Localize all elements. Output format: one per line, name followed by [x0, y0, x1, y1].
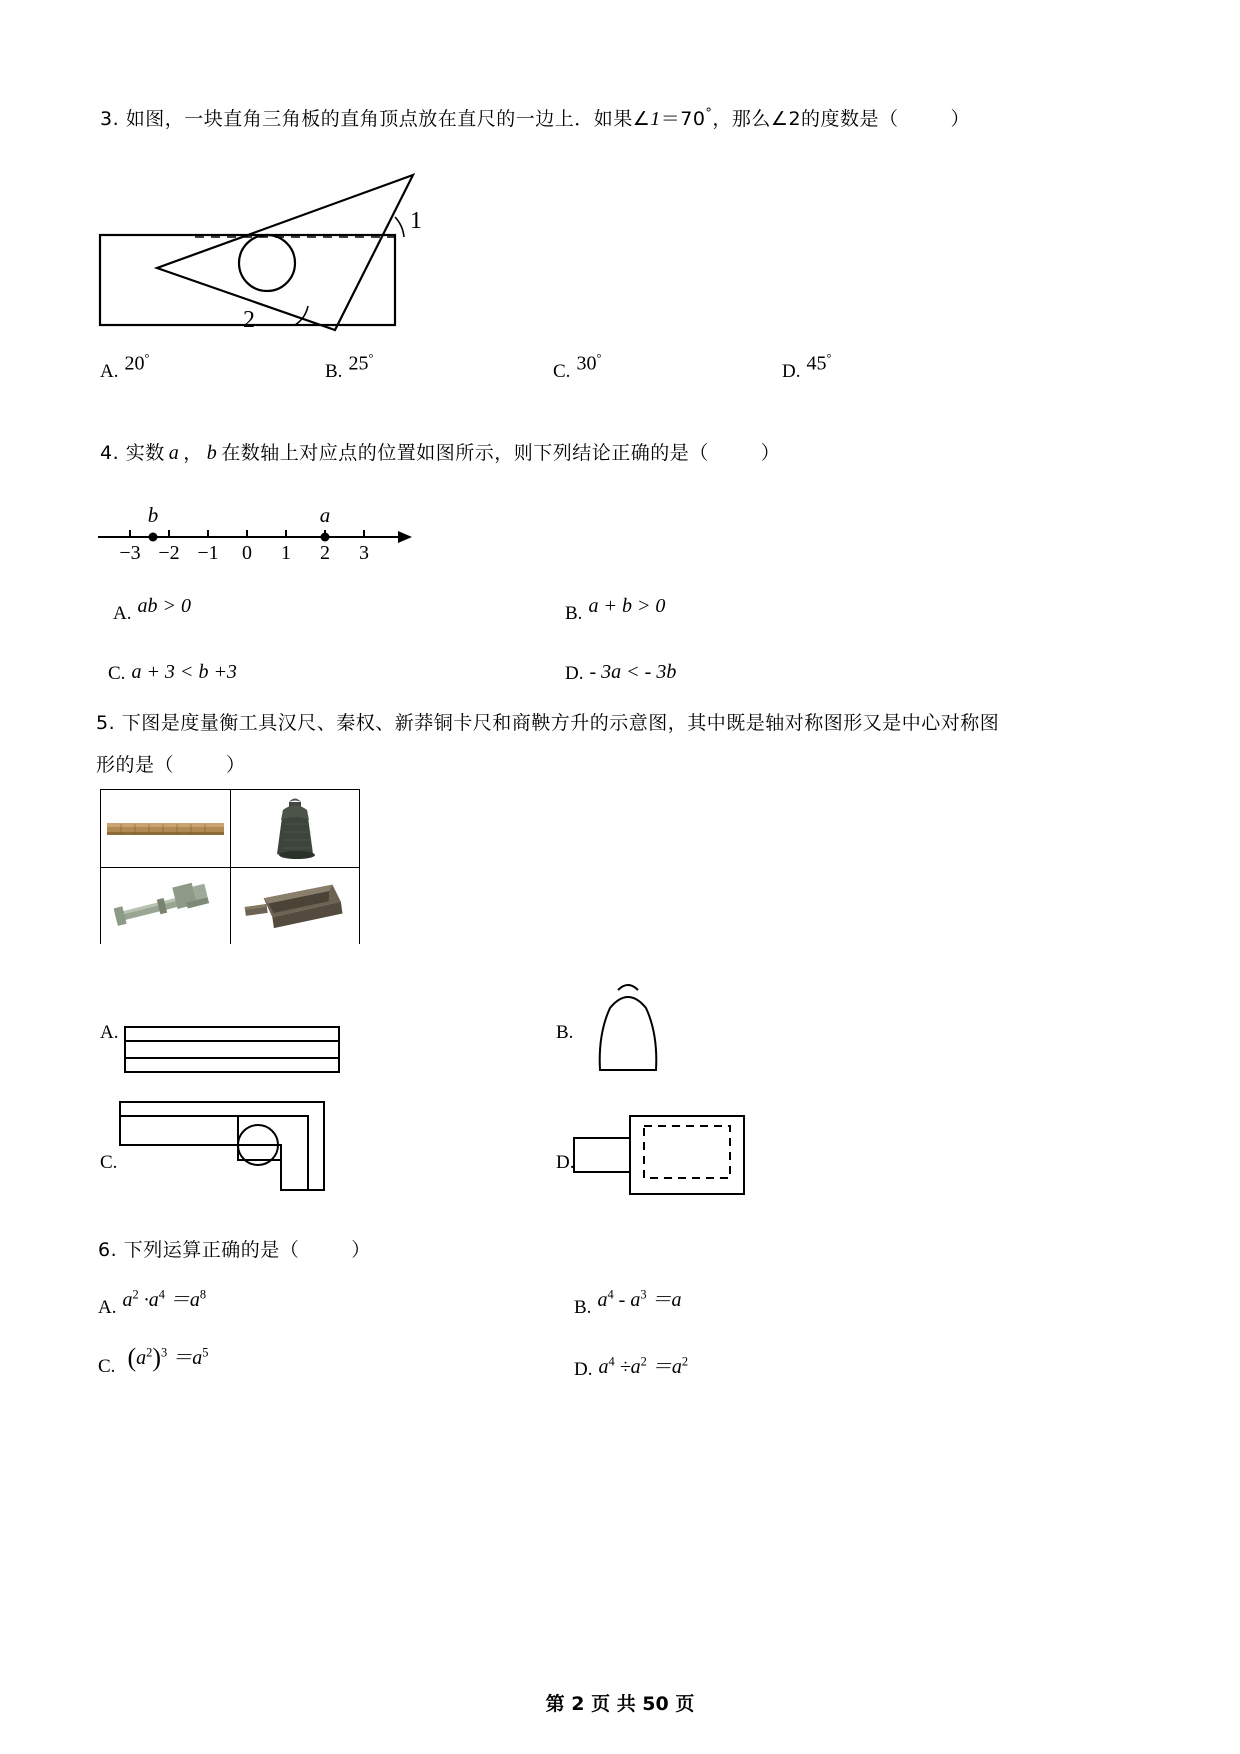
han-ruler-photo: [101, 790, 230, 867]
tick-label-3: 3: [359, 542, 369, 564]
bronze-caliper-photo: [101, 868, 230, 944]
option-b-label: B.: [325, 360, 343, 382]
question-6-option-a[interactable]: [98, 1287, 207, 1319]
option-b-value: 25: [348, 352, 369, 375]
question-3-text-a: 如图，一块直角三角板的直角顶点放在直尺的一边上．如果∠: [125, 108, 651, 130]
option-c-value: a + 3 < b +3: [131, 661, 237, 683]
option-c-value: $(a^2)^3 =a^5$: [127, 1343, 209, 1372]
option-d-value: $a^4 \div a^2 =a^2$: [598, 1354, 689, 1378]
option-b-shape-weight: [568, 972, 688, 1087]
option-a-degree: °: [144, 351, 150, 365]
qin-weight-photo: [231, 790, 359, 867]
point-b-label: b: [147, 503, 159, 527]
question-3-option-a[interactable]: [100, 351, 150, 383]
tick-label--1: −1: [197, 542, 219, 564]
question-6-text-b: ）: [351, 1239, 371, 1261]
option-d-label: D.: [556, 1152, 575, 1173]
question-5-photo-grid: [100, 789, 360, 944]
question-3-text-c: ＝70: [660, 108, 706, 130]
option-a-value: $a^2 \cdot a^4 =a^8$: [122, 1287, 207, 1311]
question-5-stem-line2: [96, 750, 246, 777]
question-6-option-b[interactable]: [574, 1287, 682, 1319]
tick-label-2: 2: [320, 542, 330, 564]
option-d-shape-measure: [572, 1108, 762, 1208]
shangyang-measure-photo: [231, 868, 359, 944]
question-5-number: 5.: [96, 712, 116, 734]
question-3-option-b[interactable]: [325, 351, 374, 383]
question-5-text-line1: 下图是度量衡工具汉尺、秦权、新莽铜卡尺和商鞅方升的示意图，其中既是轴对称图形又是中心对称图: [121, 712, 1000, 734]
question-4-text-a: 实数: [125, 442, 165, 464]
question-4-text-f: ）: [760, 442, 781, 464]
option-c-label: C.: [553, 360, 571, 382]
question-6-number: 6.: [98, 1239, 118, 1261]
option-a-label: A.: [100, 1022, 119, 1043]
option-c-label: C.: [98, 1356, 116, 1377]
question-4-stem: [100, 438, 780, 465]
page-footer: 第 2 页 共 50 页: [545, 1693, 695, 1715]
option-a-label: A.: [113, 603, 132, 624]
question-6-option-d[interactable]: [574, 1352, 688, 1381]
option-d-value: - 3a < - 3b: [589, 661, 677, 683]
variable-b: b: [206, 442, 218, 464]
option-c-value: 30: [576, 352, 597, 375]
point-a-marker: [321, 533, 330, 542]
degree-symbol: °: [705, 106, 713, 122]
question-5-option-c[interactable]: [100, 1152, 117, 1174]
question-4-text-b: 在数轴上对应点的位置如图所示，则下列结论正确的是（: [221, 442, 709, 464]
question-3-stem: [100, 104, 970, 131]
question-3-text-f: ）: [950, 108, 971, 130]
question-3-option-c[interactable]: [553, 351, 602, 383]
option-a-label: A.: [98, 1297, 117, 1318]
tick-label--2: −2: [158, 542, 180, 564]
question-5-text-line2b: ）: [226, 754, 246, 776]
option-c-label: C.: [100, 1152, 118, 1173]
question-5-stem-line1: [96, 708, 999, 735]
question-4-option-b[interactable]: [565, 595, 666, 625]
tick-label-0: 0: [242, 542, 252, 564]
option-d-value: 45: [806, 352, 827, 375]
question-3-text-e: ，那么∠2的度数是（: [712, 108, 899, 130]
option-a-shape-ruler: [124, 1019, 344, 1081]
option-b-label: B.: [574, 1297, 592, 1318]
option-c-shape-caliper: [118, 1098, 343, 1203]
option-c-label: C.: [108, 663, 126, 684]
question-6-option-c[interactable]: [98, 1343, 209, 1378]
question-4-option-c[interactable]: [108, 662, 237, 685]
question-5-text-line2a: 形的是（: [96, 754, 175, 776]
question-6-text-a: 下列运算正确的是（: [123, 1239, 300, 1261]
angle-1-label: 1: [410, 208, 422, 234]
tick-label-1: 1: [281, 542, 291, 564]
option-a-value: ab > 0: [137, 595, 191, 617]
option-d-degree: °: [826, 351, 832, 365]
option-b-label: B.: [556, 1022, 574, 1043]
option-a-label: A.: [100, 360, 119, 382]
question-4-number: 4.: [100, 442, 120, 464]
option-b-degree: °: [368, 351, 374, 365]
question-5-option-a[interactable]: [100, 1022, 118, 1044]
point-a-label: a: [319, 503, 331, 527]
question-3-figure: [95, 155, 425, 350]
question-4-option-a[interactable]: [113, 595, 191, 625]
question-4-comma: ，: [183, 442, 203, 464]
question-3-option-d[interactable]: [782, 351, 832, 383]
option-d-label: D.: [565, 663, 584, 684]
option-b-value: a + b > 0: [588, 595, 666, 617]
point-b-marker: [149, 533, 158, 542]
question-4-numberline: [90, 500, 420, 570]
option-b-value: $a^4 - a^3 =a$: [597, 1287, 682, 1311]
option-c-degree: °: [596, 351, 602, 365]
option-b-label: B.: [565, 603, 583, 624]
question-4-option-d[interactable]: [565, 662, 676, 685]
option-a-value: 20: [124, 352, 145, 375]
option-d-label: D.: [782, 360, 801, 382]
tick-label--3: −3: [119, 542, 141, 564]
angle-2-label: 2: [243, 307, 255, 333]
variable-a: a: [168, 442, 180, 464]
question-3-number: 3.: [100, 108, 120, 130]
option-d-label: D.: [574, 1359, 593, 1380]
angle-1-symbol: 1: [650, 108, 661, 130]
question-6-stem: [98, 1235, 371, 1262]
